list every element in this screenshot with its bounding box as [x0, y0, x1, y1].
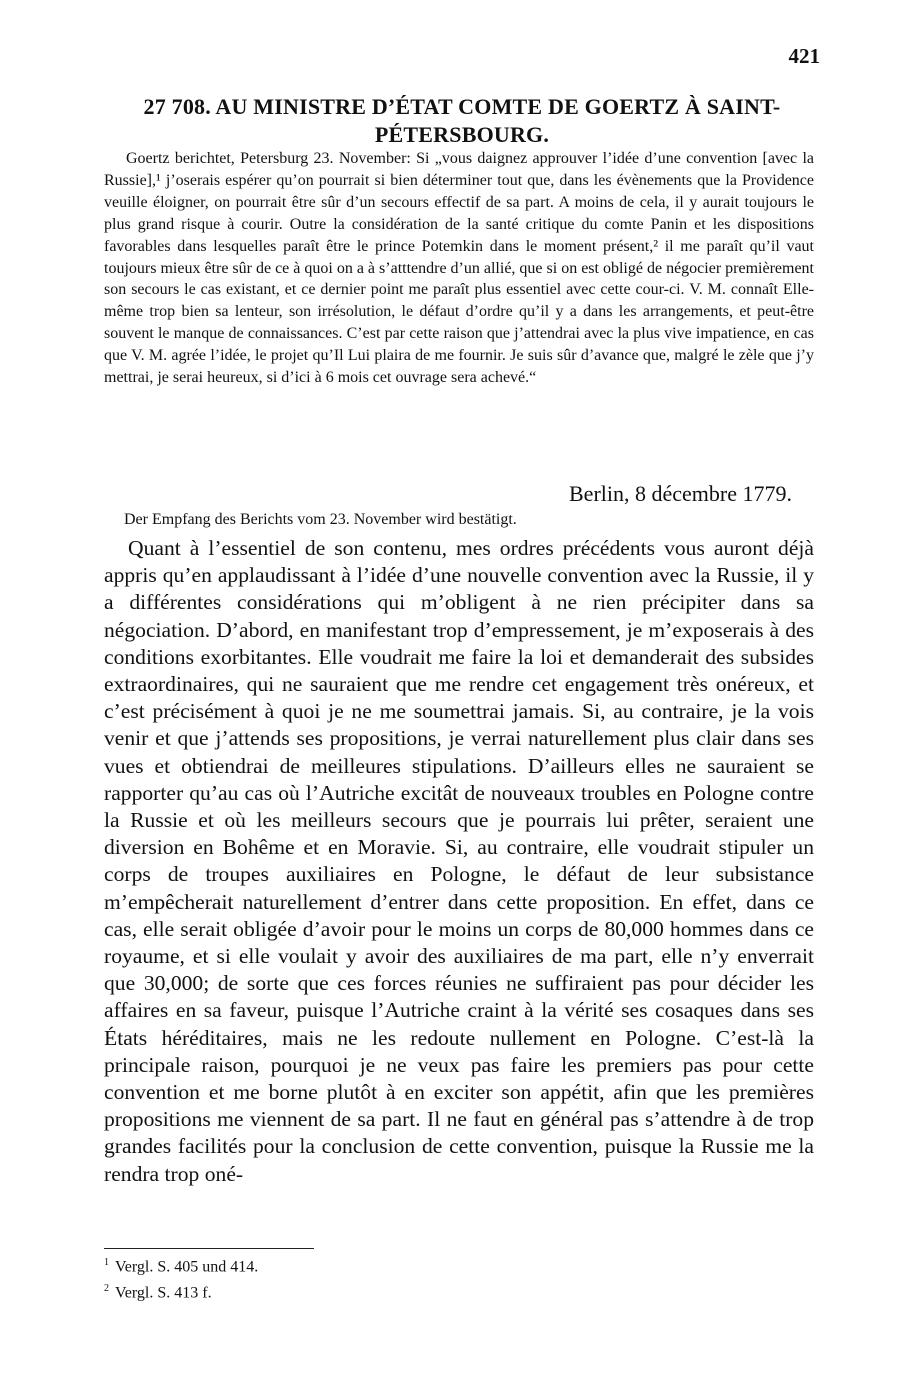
footnote-1 [104, 1252, 258, 1278]
footnote-mark: 2 [104, 1283, 109, 1295]
letter-body: Quant à l’essentiel de son contenu, mes ordres précédents vous auront déjà appris qu’en applaudissant à l’idée d’une nouvelle convention avec la Russie, il y a différentes considérations qui m’obligent à ne rien précipiter dans sa négociation. D’abord, en manifestant trop d’empressement, je m’exposerais à des conditions exorbitantes. Elle voudrait me faire la loi et demanderait des subsides extraordinaires, qui ne sauraient que me rendre cet engagement très onéreux, et c’est précisément à quoi je ne me soumettrai jamais. Si, au contraire, je la vois venir et que j’attends ses propositions, je verrai naturellement plus clair dans ses vues et obtiendrai de meilleures stipulations. D’ailleurs elles ne sauraient se rapporter qu’au cas où l’Autriche excitât de nouveaux troubles en Pologne contre la Russie et où les meilleurs secours que je pourrais lui prêter, seraient une diversion en Bohême et en Moravie. Si, au contraire, elle voudrait stipuler un corps de troupes auxiliaires en Pologne, le défaut de leur subsistance m’empêcherait naturellement d’entrer dans cette proposition. En effet, dans ce cas, elle serait obligée d’avoir pour le moins un corps de 80,000 hommes dans ce royaume, et si elle voulait y avoir des auxiliaires de ma part, elle n’y enverrait que 30,000; de sorte que ces forces réunies ne suffiraient pas pour décider les affaires en sa faveur, puisque l’Autriche craint à la vérité ses cosaques dans ses États héréditaires, mais ne les redoute nullement en Pologne. C’est-là la principale raison, pourquoi je ne veux pas faire les premiers pas pour cette convention et me borne plutôt à en exciter son appétit, afin que les premières propositions me viennent de sa part. Il ne faut en général pas s’attendre à de trop grandes facilités pour la conclusion de cette convention, puisque la Russie me la rendra trop oné- [104, 536, 814, 1186]
footnote-2 [104, 1278, 258, 1304]
document-heading: 27 708. AU MINISTRE D’ÉTAT COMTE DE GOERTZ À SAINT-PÉTERSBOURG. [143, 94, 781, 147]
footnote-mark: 1 [104, 1257, 109, 1268]
footnotes [104, 1252, 258, 1305]
receipt-note: Der Empfang des Berichts vom 23. November wird bestätigt. [124, 511, 517, 528]
footnote-divider [104, 1248, 314, 1249]
footnote-text: Vergl. S. 413 f. [115, 1284, 212, 1302]
report-summary: Goertz berichtet, Petersburg 23. November: Si „vous daignez approuver l’idée d’une convention [avec la Russie],¹ j’oserais espérer qu’on pourrait si bien déterminer tout que, dans les évènements que la Providence veuille éloigner, on pourrait être sûr d’un secours effectif de sa part. A moins de cela, il y aurait toujours le plus grand risque à courir. Outre la considération de la santé critique du comte Panin et les dispositions favorables dans lesquelles paraît être le prince Potemkin dans le moment présent,² il me paraît qu’il vaut toujours mieux être sûr de ce à quoi on a à s’atttendre d’un allié, que si on est obligé de négocier premièrement son secours le cas existant, et ce dernier point me paraît plus essentiel avec cette cour-ci. V. M. connaît Elle-même trop bien sa lenteur, son irrésolution, le défaut d’ordre qu’il y a dans les arrangements, et peut-être souvent le manque de connaissances. C’est par cette raison que j’attendrai avec la plus vive impatience, en cas que V. M. agrée l’idée, le projet qu’Il Lui plaira de me fournir. Je suis sûr d’avance que, malgré le zèle que j’y mettrai, je serai heureux, si d’ici à 6 mois cet ouvrage sera achevé.“ [104, 150, 814, 387]
dateline: Berlin, 8 décembre 1779. [569, 481, 792, 506]
page-number: 421 [788, 44, 820, 68]
footnote-text: Vergl. S. 405 und 414. [115, 1258, 259, 1276]
